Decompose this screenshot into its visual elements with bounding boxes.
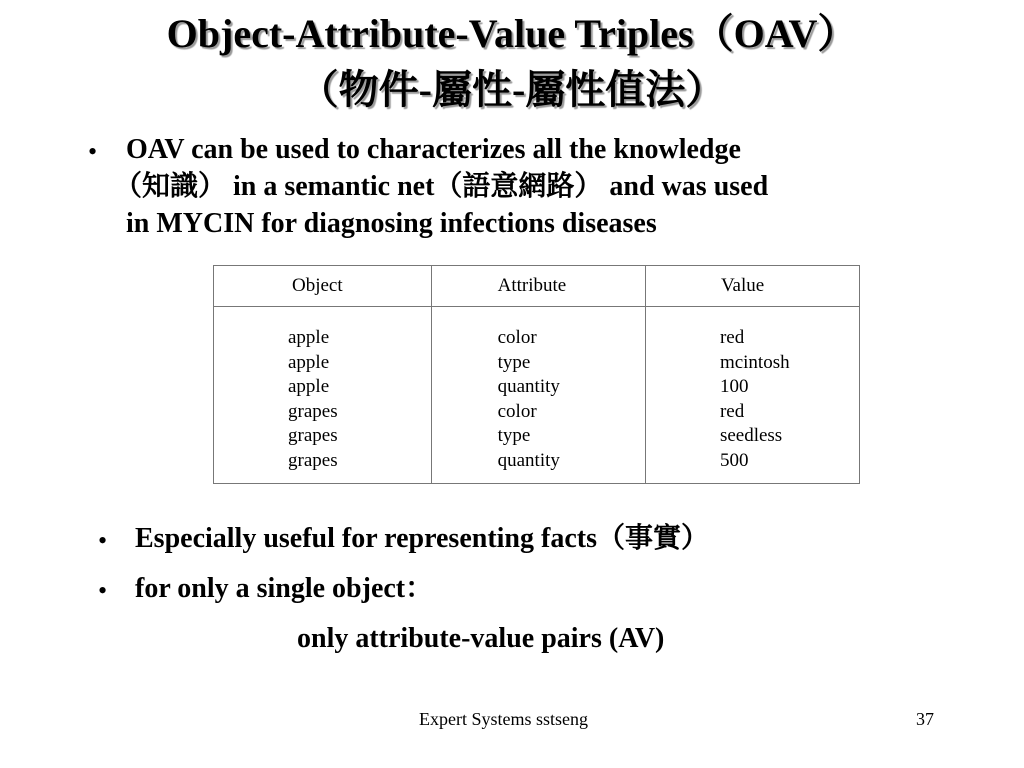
table-cell-value: red bbox=[719, 400, 745, 422]
table-cell-value: seedless bbox=[719, 425, 783, 446]
slide-title-line-1: Object-Attribute-Value Triples（OAV） bbox=[166, 11, 858, 56]
table-cell-object: grapes bbox=[288, 449, 338, 471]
table-cell-value: mcintosh bbox=[719, 351, 790, 373]
oav-table bbox=[213, 265, 860, 484]
table-cell-attribute: type bbox=[497, 425, 531, 446]
bullet-line-2: （知識） in a semantic net（語意網路） and was used bbox=[114, 171, 769, 202]
bullet-line-single-object: for only a single object： bbox=[135, 573, 434, 604]
slide-title-line-2: （物件-屬性-屬性值法） bbox=[298, 67, 726, 112]
bullet-line-3: in MYCIN for diagnosing infections diseases bbox=[126, 208, 657, 239]
header-attribute: Attribute bbox=[431, 266, 645, 307]
table-cell-attribute: quantity bbox=[497, 449, 560, 471]
table-body-row bbox=[214, 307, 860, 484]
bullet-marker: • bbox=[88, 137, 98, 166]
footer-center-text: Expert Systems sstseng bbox=[419, 709, 588, 729]
header-object: Object bbox=[214, 266, 432, 307]
attribute-column bbox=[431, 307, 645, 484]
table-cell-value: 500 bbox=[719, 449, 749, 471]
object-column bbox=[214, 307, 432, 484]
table-cell-object: apple bbox=[288, 327, 330, 348]
page-number: 37 bbox=[916, 709, 934, 729]
table-cell-attribute: color bbox=[497, 400, 537, 422]
table-cell-object: apple bbox=[288, 351, 330, 373]
table-cell-object: grapes bbox=[288, 400, 338, 422]
table-body bbox=[214, 307, 860, 484]
table-cell-attribute: type bbox=[497, 351, 531, 373]
table-header-row bbox=[214, 266, 860, 307]
bullet-line-1: OAV can be used to characterizes all the knowledge bbox=[126, 134, 741, 165]
bullet-marker: • bbox=[98, 576, 108, 605]
table-cell-attribute: color bbox=[497, 327, 537, 348]
table-cell-value: red bbox=[719, 327, 745, 348]
header-value: Value bbox=[645, 266, 859, 307]
value-column bbox=[645, 307, 859, 484]
table-cell-value: 100 bbox=[719, 376, 749, 397]
bullet-line-facts: Especially useful for representing facts（事實） bbox=[135, 523, 709, 554]
bullet-marker: • bbox=[98, 526, 108, 555]
table-cell-object: apple bbox=[288, 376, 330, 397]
sub-line-av-pairs: only attribute-value pairs (AV) bbox=[297, 623, 665, 654]
table-cell-object: grapes bbox=[288, 425, 338, 446]
table-cell-attribute: quantity bbox=[497, 376, 560, 397]
table-header bbox=[214, 266, 860, 307]
